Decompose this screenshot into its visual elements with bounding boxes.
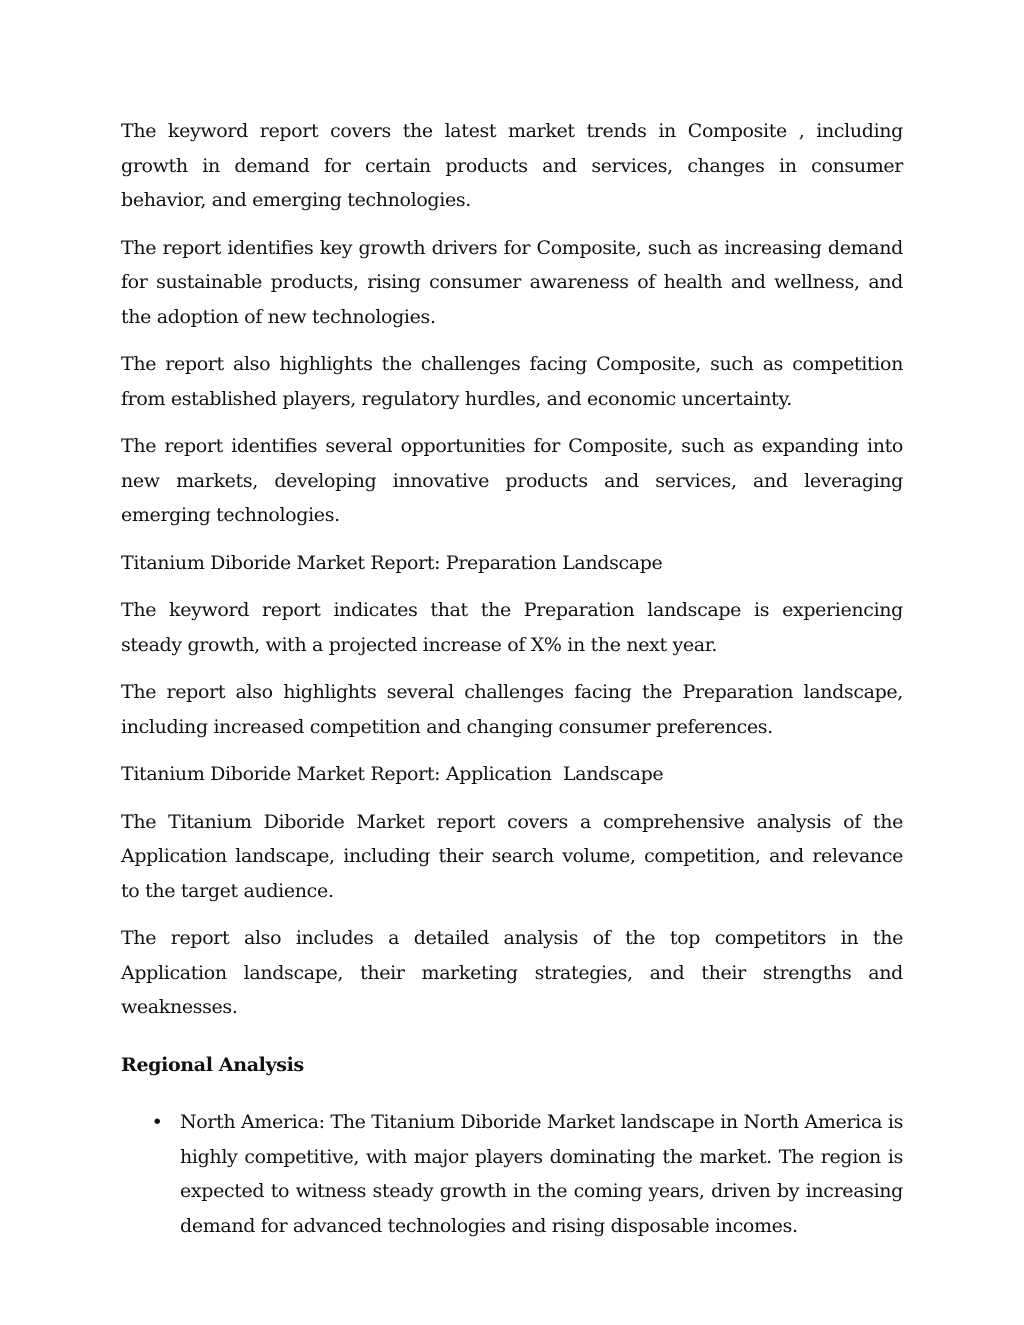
paragraph-application-analysis: The Titanium Diboride Market report covers a comprehensive analysis of the Application landscape, including their search volume, competition, and relevance to the target audience. [121,810,903,902]
paragraph-challenges: The report also highlights the challenges facing Composite, such as competition from established players, regulatory hurdles, and economic uncertainty. [121,353,903,410]
bullet-text-north-america: North America: The Titanium Diboride Market landscape in North America is highly competitive, with major players dominating the market. The region is expected to witness steady growth in the coming years, driven by increasing demand for advanced technologies and rising disposable incomes. [180,1111,903,1237]
regional-bullet-list [121,1105,903,1243]
application-landscape-title: Titanium Diboride Market Report: Application Landscape [121,763,664,785]
list-item [121,1105,903,1243]
paragraph-application-competitors: The report also includes a detailed analysis of the top competitors in the Application landscape, their marketing strategies, and their strengths and weaknesses. [121,927,903,1018]
paragraph-opportunities: The report identifies several opportunities for Composite, such as expanding into new markets, developing innovative products and services, and leveraging emerging technologies. [121,435,903,526]
regional-analysis-heading: Regional Analysis [121,1053,304,1076]
preparation-landscape-title: Titanium Diboride Market Report: Preparation Landscape [121,551,663,574]
paragraph-preparation-challenges: The report also highlights several challenges facing the Preparation landscape, including increased competition and changing consumer preferences. [121,681,903,738]
bullet-icon: • [151,1111,163,1133]
paragraph-preparation-growth: The keyword report indicates that the Preparation landscape is experiencing steady growth, with a projected increase of X% in the next year. [121,599,903,656]
document-page [121,114,903,1243]
paragraph-growth-drivers: The report identifies key growth drivers for Composite, such as increasing demand for sustainable products, rising consumer awareness of health and wellness, and the adoption of new technologies. [121,236,903,328]
paragraph-market-trends: The keyword report covers the latest market trends in Composite , including growth in demand for certain products and services, changes in consumer behavior, and emerging technologies. [121,120,903,211]
